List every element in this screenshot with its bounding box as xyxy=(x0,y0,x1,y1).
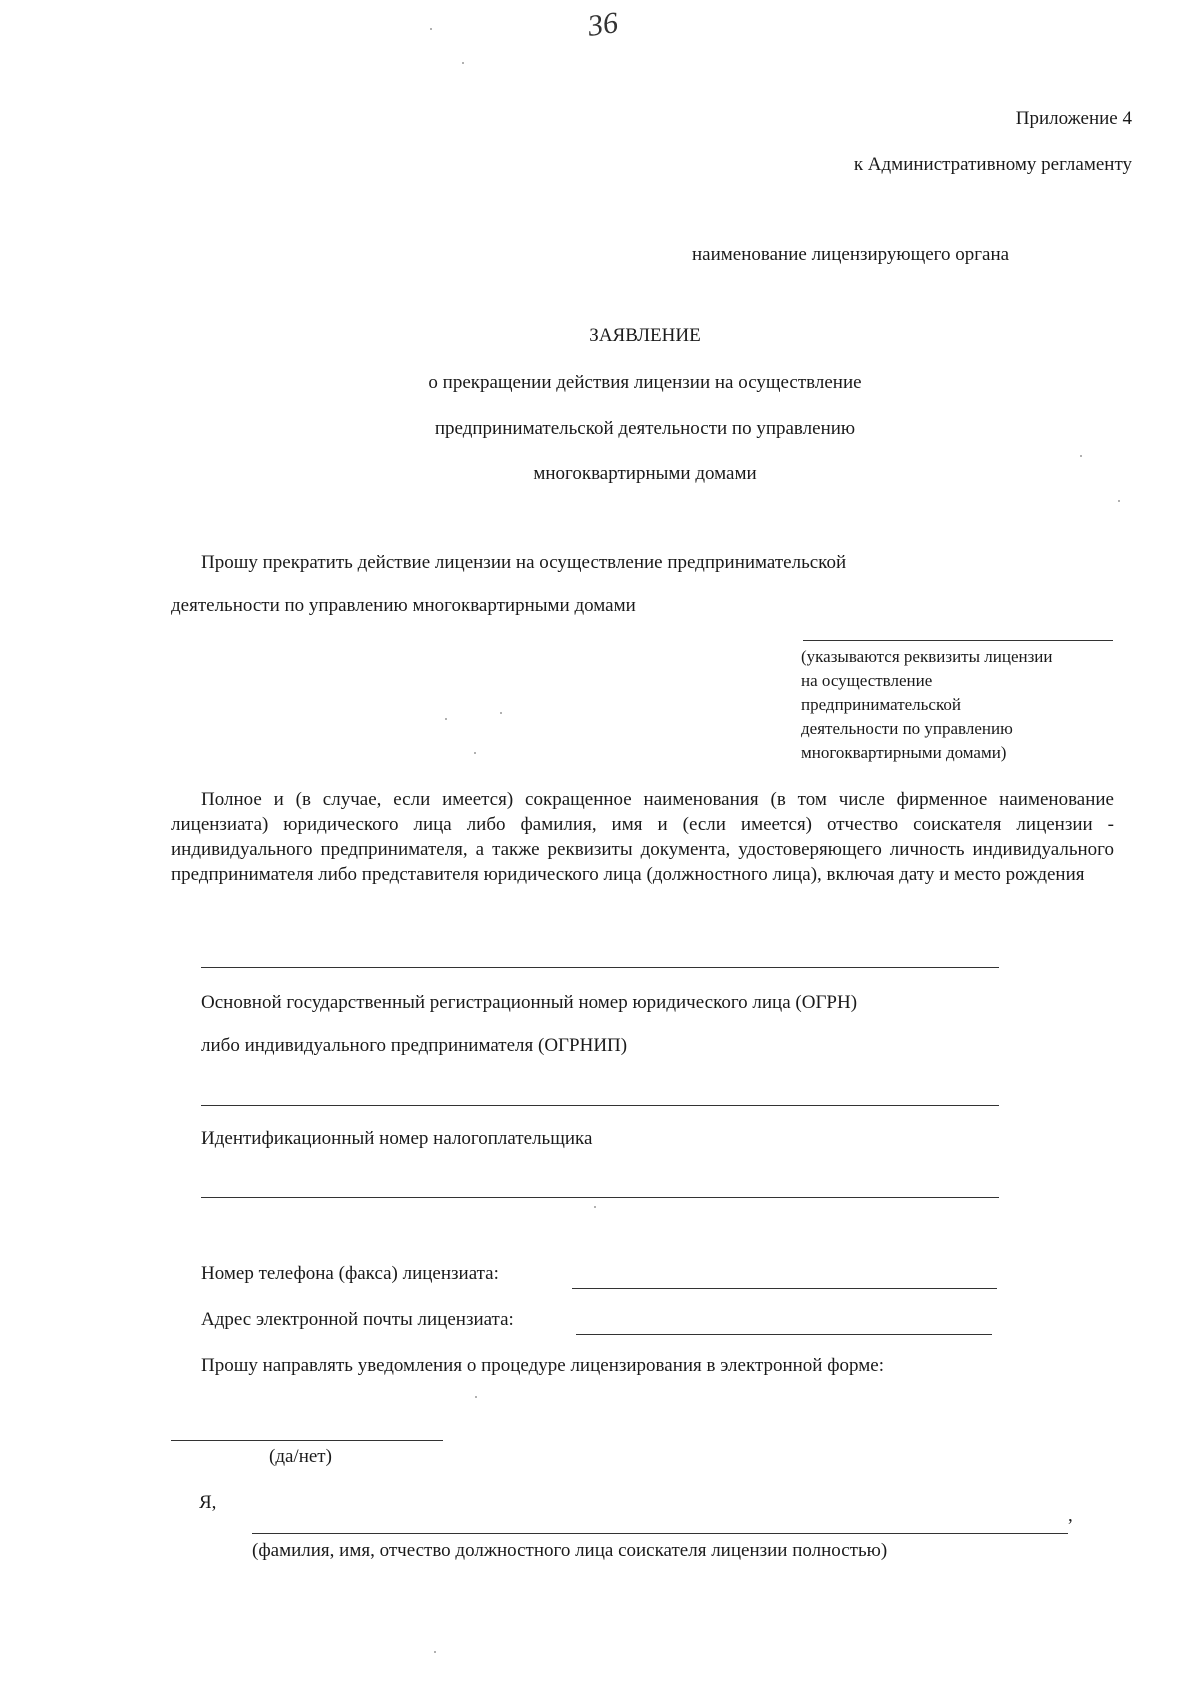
title-line-1: о прекращении действия лицензии на осуществление xyxy=(428,372,862,393)
ogrn-label-1: Основной государственный регистрационный номер юридического лица (ОГРН) xyxy=(201,992,858,1013)
scan-speck xyxy=(1118,500,1120,502)
title-line-3: многоквартирными домами xyxy=(533,463,757,484)
regulation-label: к Административному регламенту xyxy=(853,154,1132,175)
document-title: ЗАЯВЛЕНИЕ xyxy=(589,325,701,346)
email-label: Адрес электронной почты лицензиата: xyxy=(201,1309,514,1330)
official-name-line xyxy=(252,1533,1068,1534)
scan-speck xyxy=(430,28,432,30)
inn-line xyxy=(201,1197,999,1198)
full-name-paragraph: Полное и (в случае, если имеется) сокращенное наименования (в том числе фирменное наименование лицензиата) юридического лица либо фамилия, имя и (если имеется) отчество соискателя лицензии - индивидуального предпринимателя, а также реквизиты документа, удостоверяющего личность индивидуального предпринимателя либо представителя юридического лица (должностного лица), включая дату и место рождения xyxy=(171,789,1114,885)
phone-line xyxy=(572,1288,997,1289)
authority-caption: наименование лицензирующего органа xyxy=(692,244,1010,265)
inn-label: Идентификационный номер налогоплательщика xyxy=(201,1128,593,1149)
ogrn-line xyxy=(201,1105,999,1106)
license-note-3: предпринимательской xyxy=(801,695,961,714)
full-name-line xyxy=(201,967,999,968)
yes-no-caption: (да/нет) xyxy=(269,1446,332,1467)
license-note-4: деятельности по управлению xyxy=(801,719,1013,738)
license-note-5: многоквартирными домами) xyxy=(801,743,1007,762)
scan-speck xyxy=(474,752,476,754)
license-details-line xyxy=(803,640,1113,641)
title-line-2: предпринимательской деятельности по управлению xyxy=(434,418,856,439)
scan-speck xyxy=(1080,455,1082,457)
request-line-2: деятельности по управлению многоквартирными домами xyxy=(171,595,636,616)
scan-speck xyxy=(445,718,447,720)
email-line xyxy=(576,1334,992,1335)
i-label: Я, xyxy=(199,1492,217,1513)
license-note-2: на осуществление xyxy=(801,671,933,690)
appendix-label: Приложение 4 xyxy=(1015,108,1132,129)
scan-speck xyxy=(434,1651,436,1653)
scan-speck xyxy=(475,1396,477,1398)
phone-label: Номер телефона (факса) лицензиата: xyxy=(201,1263,499,1284)
request-line-1: Прошу прекратить действие лицензии на осуществление предпринимательской xyxy=(201,552,847,573)
scan-speck xyxy=(462,62,464,64)
scan-speck xyxy=(500,712,502,714)
scan-speck xyxy=(594,1206,596,1208)
ogrn-label-2: либо индивидуального предпринимателя (ОГРНИП) xyxy=(201,1035,628,1056)
official-caption: (фамилия, имя, отчество должностного лица соискателя лицензии полностью) xyxy=(252,1540,888,1561)
page-number: 36 xyxy=(585,6,621,43)
yes-no-line xyxy=(171,1440,443,1441)
license-note-1: (указываются реквизиты лицензии xyxy=(801,647,1053,666)
comma-mark: , xyxy=(1068,1505,1073,1526)
notify-label: Прошу направлять уведомления о процедуре лицензирования в электронной форме: xyxy=(201,1355,884,1376)
